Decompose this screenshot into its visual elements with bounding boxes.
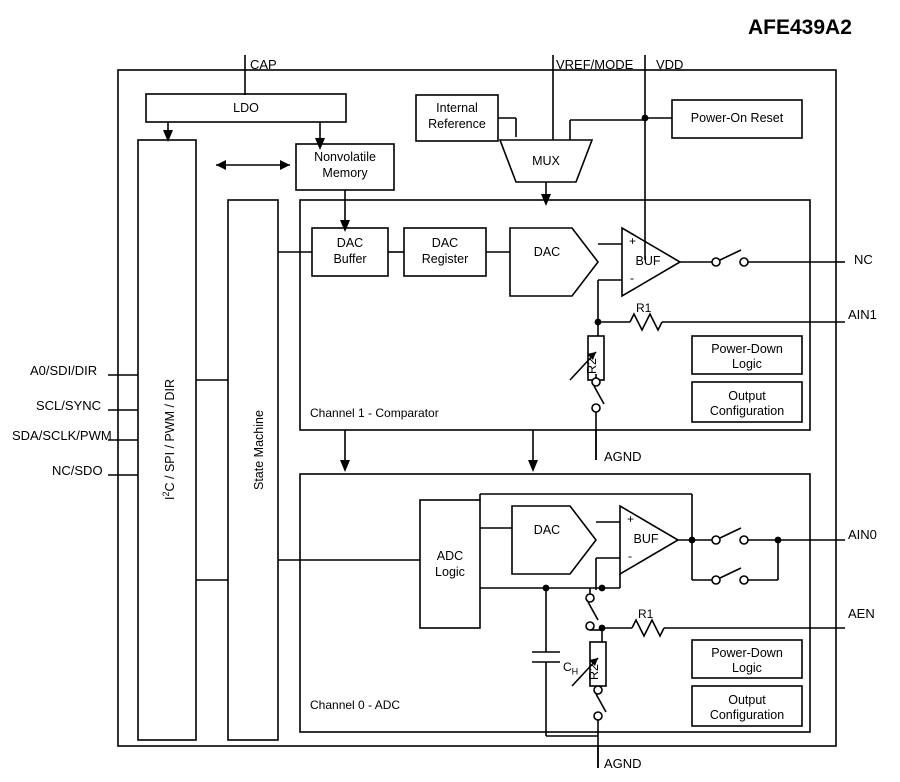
dac-register-label-line2: Register bbox=[421, 252, 469, 266]
buf-plus-ch1: + bbox=[629, 234, 637, 248]
pin-label-cap: CAP bbox=[250, 57, 277, 72]
nonvolatile-memory-label-line2: Memory bbox=[322, 166, 368, 180]
pin-label-sda-sclk-pwm: SDA/SCLK/PWM bbox=[12, 428, 112, 443]
dac-buffer-label-line2: Buffer bbox=[333, 252, 367, 266]
buf-plus-ch0: + bbox=[627, 512, 635, 526]
buf-minus-ch1: - bbox=[630, 271, 634, 285]
hold-capacitor-label: $C_H$ bbox=[563, 660, 579, 677]
nonvolatile-memory-label-line1: Nonvolatile bbox=[314, 150, 376, 164]
pin-label-nc: NC bbox=[854, 252, 873, 267]
r2-label-ch1: R2 bbox=[585, 358, 599, 374]
r1-label-ch0: R1 bbox=[638, 607, 654, 621]
r2-label-ch0: R2 bbox=[587, 664, 601, 680]
power-down-logic-label-ch0-line1: Power-Down bbox=[711, 646, 783, 660]
pin-label-scl-sync: SCL/SYNC bbox=[36, 398, 102, 413]
buf-label-ch0: BUF bbox=[633, 532, 659, 546]
state-machine-label: State Machine bbox=[252, 410, 266, 490]
buf-label-ch1: BUF bbox=[635, 254, 661, 268]
dac-register-label-line1: DAC bbox=[431, 236, 459, 250]
power-on-reset-label: Power-On Reset bbox=[690, 111, 784, 125]
channel1-caption: Channel 1 - Comparator bbox=[310, 406, 439, 420]
internal-reference-label-line2: Reference bbox=[428, 117, 486, 131]
pin-label-ain0: AIN0 bbox=[848, 527, 877, 542]
pin-label-agnd-ch0: AGND bbox=[604, 756, 642, 771]
power-down-logic-label-ch1-line2: Logic bbox=[732, 357, 762, 371]
dac-label-ch0: DAC bbox=[533, 523, 561, 537]
output-configuration-label-ch1-line1: Output bbox=[728, 389, 766, 403]
internal-reference-label-line1: Internal bbox=[436, 101, 478, 115]
page-title: AFE439A2 bbox=[748, 16, 852, 39]
dac-block-ch0 bbox=[512, 506, 596, 574]
pin-label-agnd-ch1: AGND bbox=[604, 449, 642, 464]
power-down-logic-label-ch0-line2: Logic bbox=[732, 661, 762, 675]
interface-label: $I^2C$ / SPI / PWM / DIR bbox=[161, 378, 178, 500]
dac-buffer-label-line1: DAC bbox=[336, 236, 364, 250]
power-down-logic-label-ch1-line1: Power-Down bbox=[711, 342, 783, 356]
output-configuration-label-ch0-line2: Configuration bbox=[709, 708, 785, 722]
pin-label-vref-mode: VREF/MODE bbox=[556, 57, 634, 72]
pin-label-a0-sdi-dir: A0/SDI/DIR bbox=[30, 363, 98, 378]
adc-logic-block bbox=[420, 500, 480, 628]
pin-label-aen: AEN bbox=[848, 606, 875, 621]
adc-logic-label-line2: Logic bbox=[435, 565, 465, 579]
channel0-caption: Channel 0 - ADC bbox=[310, 698, 401, 712]
pin-label-ain1: AIN1 bbox=[848, 307, 877, 322]
dac-label-ch1: DAC bbox=[533, 245, 561, 259]
ldo-label: LDO bbox=[233, 101, 259, 115]
pin-label-vdd: VDD bbox=[656, 57, 684, 72]
output-configuration-label-ch1-line2: Configuration bbox=[709, 404, 785, 418]
dac-block-ch1 bbox=[510, 228, 598, 296]
buf-minus-ch0: - bbox=[628, 549, 632, 563]
pin-label-nc-sdo: NC/SDO bbox=[52, 463, 103, 478]
output-configuration-label-ch0-line1: Output bbox=[728, 693, 766, 707]
adc-logic-label-line1: ADC bbox=[436, 549, 464, 563]
mux-label: MUX bbox=[532, 154, 560, 168]
r1-label-ch1: R1 bbox=[636, 301, 652, 315]
